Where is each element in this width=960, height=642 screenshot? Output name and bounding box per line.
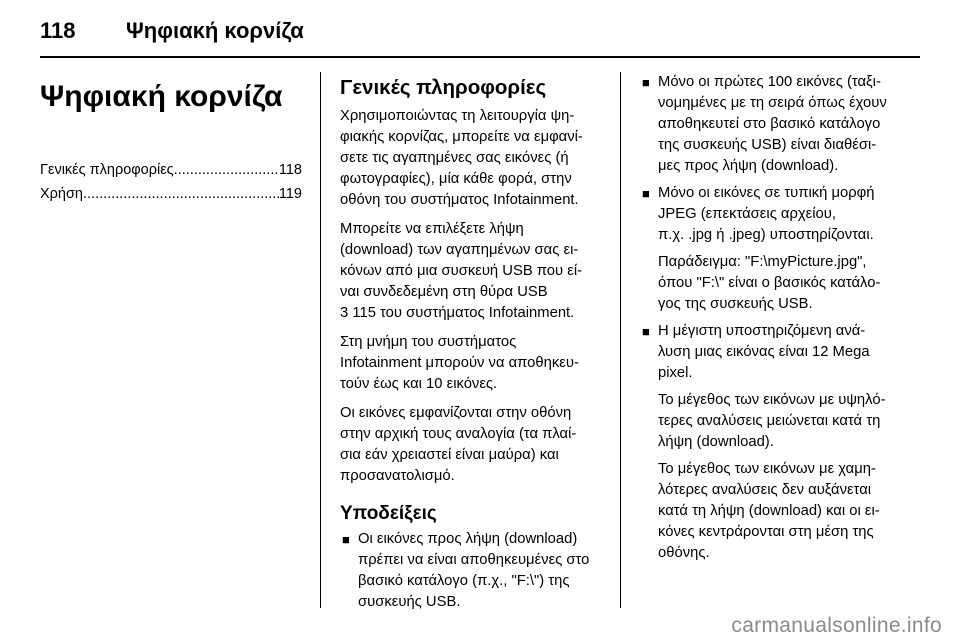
page-header — [40, 12, 920, 52]
page-number: 118 — [40, 18, 76, 43]
hint-item — [340, 529, 606, 613]
hint-item — [640, 72, 910, 177]
column-divider — [620, 72, 621, 608]
hint-item — [640, 183, 910, 315]
left-column — [40, 72, 302, 206]
toc-entry-usage[interactable] — [40, 182, 302, 206]
hint-text: Το μέγεθος των εικόνων με υψηλό- τερες αναλύσεις μειώνεται κατά τη λήψη (download). — [658, 392, 886, 450]
toc-label: Χρήση — [40, 186, 83, 202]
middle-column — [340, 72, 606, 619]
bullet-square-icon: ■ — [642, 75, 650, 90]
toc-leader — [83, 182, 279, 206]
hints-title: Υποδείξεις — [340, 503, 437, 524]
hint-text: Η μέγιστη υποστηριζόμενη ανά- λυση μιας εικόνας είναι 12 Mega pixel. — [658, 323, 870, 381]
running-title: Ψηφιακή κορνίζα — [126, 18, 304, 43]
reference-arrow-icon: 3 — [340, 305, 349, 321]
page-reference-link[interactable]: 115 του συστήματος Infotainment. — [348, 305, 575, 321]
header-rule — [40, 56, 920, 58]
bullet-square-icon: ■ — [642, 186, 650, 201]
bullet-square-icon: ■ — [642, 324, 650, 339]
toc-page: 118 — [278, 162, 302, 178]
hint-text: Οι εικόνες προς λήψη (download) πρέπει να είναι αποθηκευμένες στο βασικό κατάλογο (π.χ., "F:\") της συσκευής USB. — [358, 531, 590, 610]
hint-text: Μόνο οι πρώτες 100 εικόνες (ταξι- νομημένες με τη σειρά όπως έχουν αποθηκευτεί στο βασικό κατάλογο της συσκευής USB) είναι διαθέσι- μες προς λήψη (download). — [658, 74, 887, 174]
column-divider — [320, 72, 321, 608]
hint-text: Μόνο οι εικόνες σε τυπική μορφή JPEG (επεκτάσεις αρχείου, π.χ. .jpg ή .jpeg) υποστηρίζονται. — [658, 185, 875, 243]
hint-text: Το μέγεθος των εικόνων με χαμη- λότερες αναλύσεις δεν αυξάνεται κατά τη λήψη (download) και οι ει- κόνες κεντράρονται στη μέση της οθόνης. — [658, 461, 880, 561]
hint-item — [640, 321, 910, 564]
paragraph: Χρησιμοποιώντας τη λειτουργία ψη- φιακής κορνίζας, μπορείτε να εμφανί- σετε τις αγαπημένες σας εικόνες (ή φωτογραφίες), μία κάθε φορά, στην οθόνη του συστήματος Infotainment. — [340, 108, 583, 208]
toc-leader — [174, 158, 279, 182]
toc-label: Γενικές πληροφορίες — [40, 162, 174, 178]
toc-page: 119 — [278, 186, 302, 202]
paragraph-text: Μπορείτε να επιλέξετε λήψη (download) των αγαπημένων σας ει- κόνων από μια συσκευή USB που εί- ναι συνδεδεμένη στη θύρα USB — [340, 221, 583, 300]
section-title: Γενικές πληροφορίες — [340, 76, 547, 99]
paragraph: Στη μνήμη του συστήματος Infotainment μπορούν να αποθηκευ- τούν έως και 10 εικόνες. — [340, 334, 579, 392]
watermark-logo: carmanualsonline.info — [731, 614, 942, 637]
bullet-square-icon: ■ — [342, 532, 350, 547]
toc-entry-general[interactable] — [40, 158, 302, 182]
paragraph-usb-download — [340, 219, 606, 324]
right-column — [640, 72, 910, 570]
paragraph: Οι εικόνες εμφανίζονται στην οθόνη στην αρχική τους αναλογία (τα πλαί- σια εάν χρειαστεί είναι μαύρα) και προσανατολισμό. — [340, 405, 577, 484]
hint-text: Παράδειγμα: "F:\myPicture.jpg", όπου "F:\" είναι ο βασικός κατάλο- γος της συσκευής USB. — [658, 254, 881, 312]
chapter-title: Ψηφιακή κορνίζα — [40, 80, 283, 113]
